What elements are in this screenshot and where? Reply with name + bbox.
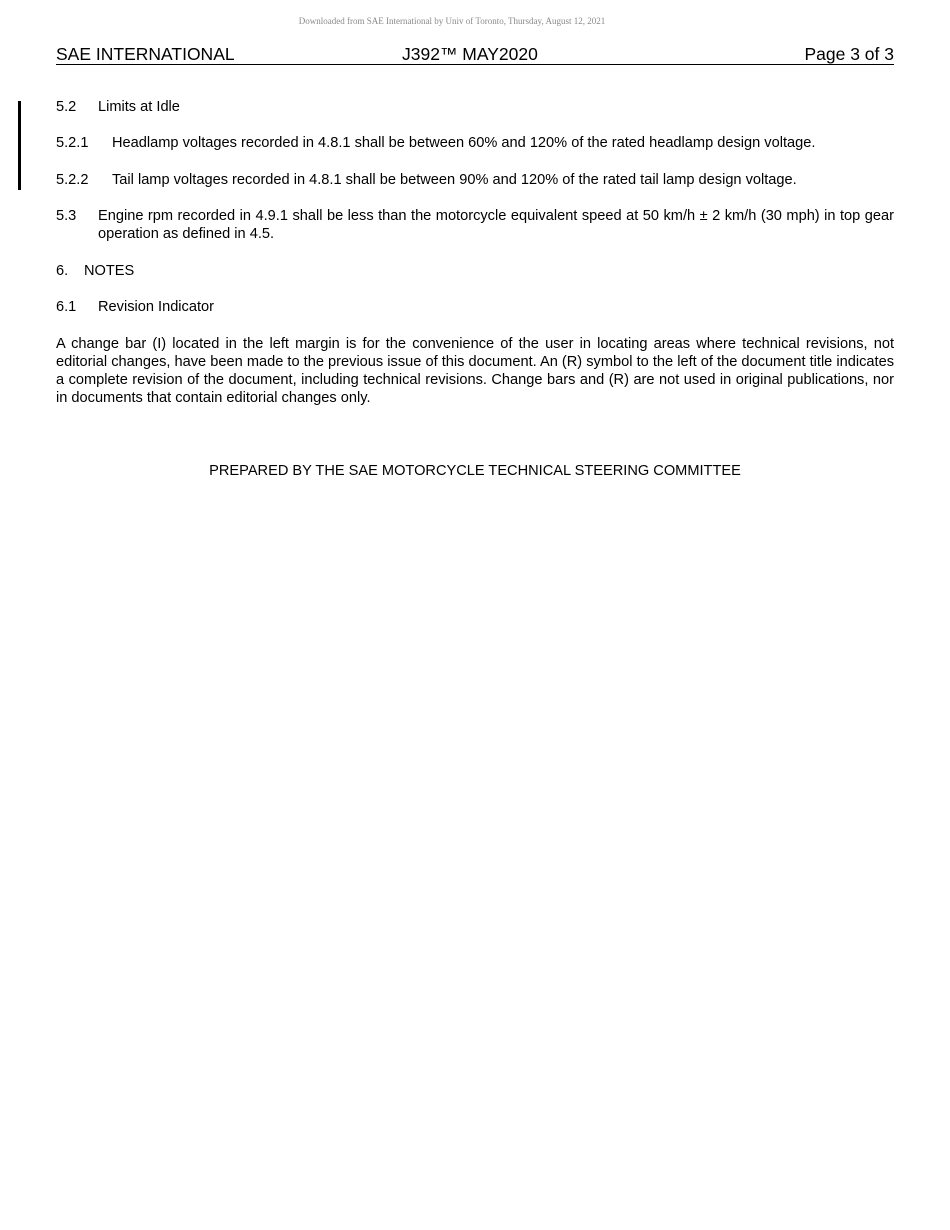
section-heading: Revision Indicator <box>98 299 214 315</box>
prepared-by-statement: PREPARED BY THE SAE MOTORCYCLE TECHNICAL STEERING COMMITTEE <box>209 463 741 479</box>
section-heading: NOTES <box>84 263 135 279</box>
revision-indicator-paragraph: A change bar (I) located in the left margin is for the convenience of the user in locating areas where technical revisions, not editorial changes, have been made to the previous issue of this document. An (R) symbol to the left of the document title indicates a complete revision of the document, including technical revisions. Change bars and (R) are not used in original publications, nor in documents that contain editorial changes only. <box>56 336 894 406</box>
section-number: 6. <box>56 263 69 279</box>
revision-change-bar <box>18 101 21 190</box>
section-text: Headlamp voltages recorded in 4.8.1 shall be between 60% and 120% of the rated headlamp design voltage. <box>112 135 816 151</box>
header-organization: SAE INTERNATIONAL <box>56 44 235 64</box>
section-number: 5.2.1 <box>56 135 89 151</box>
section-number: 5.2.2 <box>56 172 89 188</box>
header-document-id: J392™ MAY2020 <box>402 44 538 64</box>
download-watermark: Downloaded from SAE International by Univ of Toronto, Thursday, August 12, 2021 <box>298 16 606 26</box>
section-number: 5.3 <box>56 208 77 224</box>
section-number: 5.2 <box>56 99 77 115</box>
section-text: Tail lamp voltages recorded in 4.8.1 shall be between 90% and 120% of the rated tail lamp design voltage. <box>112 172 797 188</box>
section-heading: Limits at Idle <box>98 99 180 115</box>
header-page-number: Page 3 of 3 <box>804 44 894 64</box>
section-number: 6.1 <box>56 299 77 315</box>
section-text: Engine rpm recorded in 4.9.1 shall be less than the motorcycle equivalent speed at 50 km/h ± 2 km/h (30 mph) in top gear operation as defined in 4.5. <box>98 208 894 242</box>
page-header <box>56 44 894 65</box>
